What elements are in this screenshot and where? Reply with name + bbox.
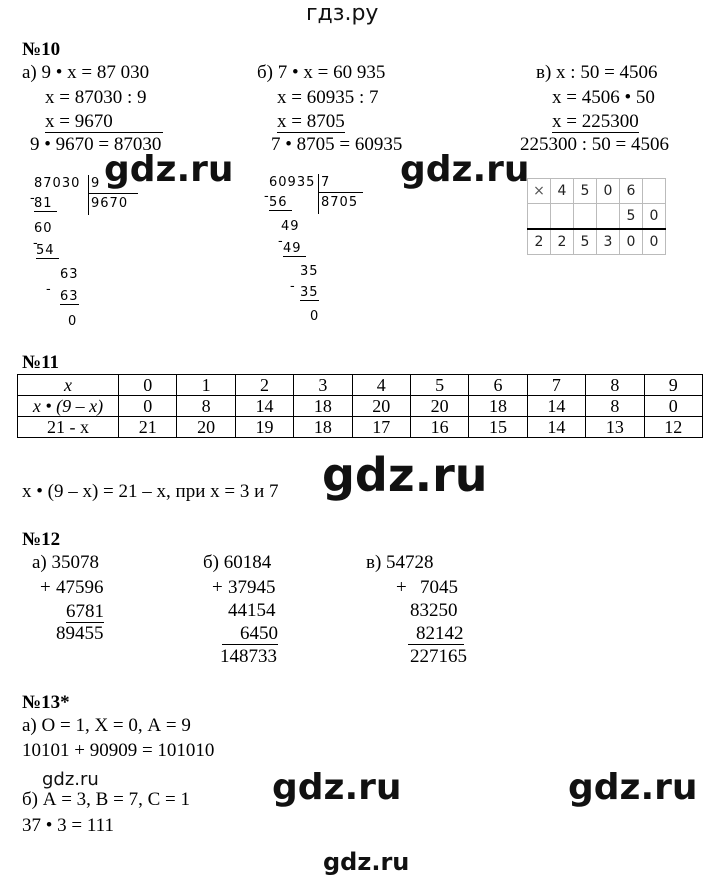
p10c-line3: x = 225300 bbox=[552, 111, 639, 132]
p12a-plus: + bbox=[40, 577, 51, 598]
p10a-line3: x = 9670 bbox=[45, 112, 163, 133]
p10a-line4: 9 • 9670 = 87030 bbox=[30, 134, 162, 155]
table-row: 21 - x 21 20 19 18 17 16 15 14 13 12 bbox=[18, 417, 703, 438]
div-a-divisor: 9 bbox=[91, 176, 101, 191]
problem-11-title: №11 bbox=[22, 352, 60, 373]
div-b-step5: 35 bbox=[300, 285, 319, 300]
watermark-footer: gdz.ru bbox=[323, 848, 410, 876]
p10a-line1: а) 9 • x = 87 030 bbox=[22, 62, 150, 83]
div-b-step3: 49 bbox=[283, 242, 306, 257]
p12b-line4: 6450 bbox=[222, 624, 278, 645]
watermark-1: gdz.ru bbox=[104, 149, 234, 190]
div-a-step4: 63 bbox=[60, 267, 79, 282]
table-row: x • (9 – x) 0 8 14 18 20 20 18 14 8 0 bbox=[18, 396, 703, 417]
watermark-4: gdz.ru bbox=[272, 767, 402, 808]
p12b-line3: 44154 bbox=[228, 600, 276, 621]
p12b-line2: 37945 bbox=[228, 577, 276, 598]
p13-line3: б) А = 3, В = 7, С = 1 bbox=[22, 789, 190, 810]
div-a-step2: 60 bbox=[34, 221, 53, 236]
p10c-line1: в) x : 50 = 4506 bbox=[536, 62, 658, 83]
p10b-line2: x = 60935 : 7 bbox=[277, 87, 379, 108]
p12a-line4: 89455 bbox=[56, 623, 104, 644]
p10c-line4: 225300 : 50 = 4506 bbox=[520, 134, 669, 155]
p12a-line3: 6781 bbox=[66, 601, 104, 622]
p12b-line1: б) 60184 bbox=[203, 552, 272, 573]
p12a-line2: 47596 bbox=[56, 577, 104, 598]
table-row: x 0 1 2 3 4 5 6 7 8 9 bbox=[18, 375, 703, 396]
p13-line4: 37 • 3 = 111 bbox=[22, 815, 114, 836]
p10b-line3: x = 8705 bbox=[277, 111, 345, 132]
problem-10-title: №10 bbox=[22, 39, 61, 60]
div-b-step6: 0 bbox=[310, 309, 320, 324]
p12c-line1: в) 54728 bbox=[366, 552, 434, 573]
problem-12-title: №12 bbox=[22, 529, 61, 550]
p12b-line5: 148733 bbox=[220, 646, 277, 667]
table-11 bbox=[17, 374, 703, 438]
watermark-5: gdz.ru bbox=[568, 767, 698, 808]
site-header: гдз.ру bbox=[306, 1, 379, 26]
p12c-line5: 227165 bbox=[410, 646, 467, 667]
p12c-line4: 82142 bbox=[408, 624, 464, 645]
p13-line2: 10101 + 90909 = 101010 bbox=[22, 740, 215, 761]
multiplication-grid: × 4 5 0 6 5 0 2 2 5 3 0 0 bbox=[527, 178, 666, 255]
p10b-line1: б) 7 • x = 60 935 bbox=[257, 62, 386, 83]
div-b-dividend: 60935 bbox=[269, 175, 316, 190]
div-b-step2: 49 bbox=[281, 219, 300, 234]
div-a-quotient: 9670 bbox=[91, 196, 129, 211]
p12a-line1: а) 35078 bbox=[32, 552, 100, 573]
watermark-2: gdz.ru bbox=[400, 149, 530, 190]
watermark-3: gdz.ru bbox=[322, 448, 488, 502]
p12b-plus: + bbox=[212, 577, 223, 598]
div-a-step3: 54 bbox=[36, 244, 59, 259]
p12c-line3: 83250 bbox=[410, 600, 458, 621]
div-b-step4: 35 bbox=[300, 264, 319, 279]
div-a-dividend: 87030 bbox=[34, 176, 81, 191]
div-b-quotient: 8705 bbox=[321, 195, 359, 210]
mult-sign: × bbox=[528, 179, 551, 204]
p11-answer: x • (9 – x) = 21 – x, при x = 3 и 7 bbox=[22, 481, 279, 502]
p13-line1: а) О = 1, Х = 0, А = 9 bbox=[22, 715, 191, 736]
div-a-step5: 63 bbox=[60, 289, 79, 304]
p10a-line2: x = 87030 : 9 bbox=[45, 87, 147, 108]
div-a-step6: 0 bbox=[68, 314, 78, 329]
p10c-line2: x = 4506 • 50 bbox=[552, 87, 655, 108]
p12c-plus: + bbox=[396, 577, 407, 598]
div-a-step1: 81 bbox=[34, 197, 57, 212]
p10b-line4: 7 • 8705 = 60935 bbox=[271, 134, 403, 155]
div-b-step1: 56 bbox=[269, 196, 292, 211]
p12c-line2: 7045 bbox=[420, 577, 458, 598]
problem-13-title: №13* bbox=[22, 692, 70, 713]
div-b-divisor: 7 bbox=[321, 175, 331, 190]
watermark-small: gdz.ru bbox=[42, 769, 99, 790]
